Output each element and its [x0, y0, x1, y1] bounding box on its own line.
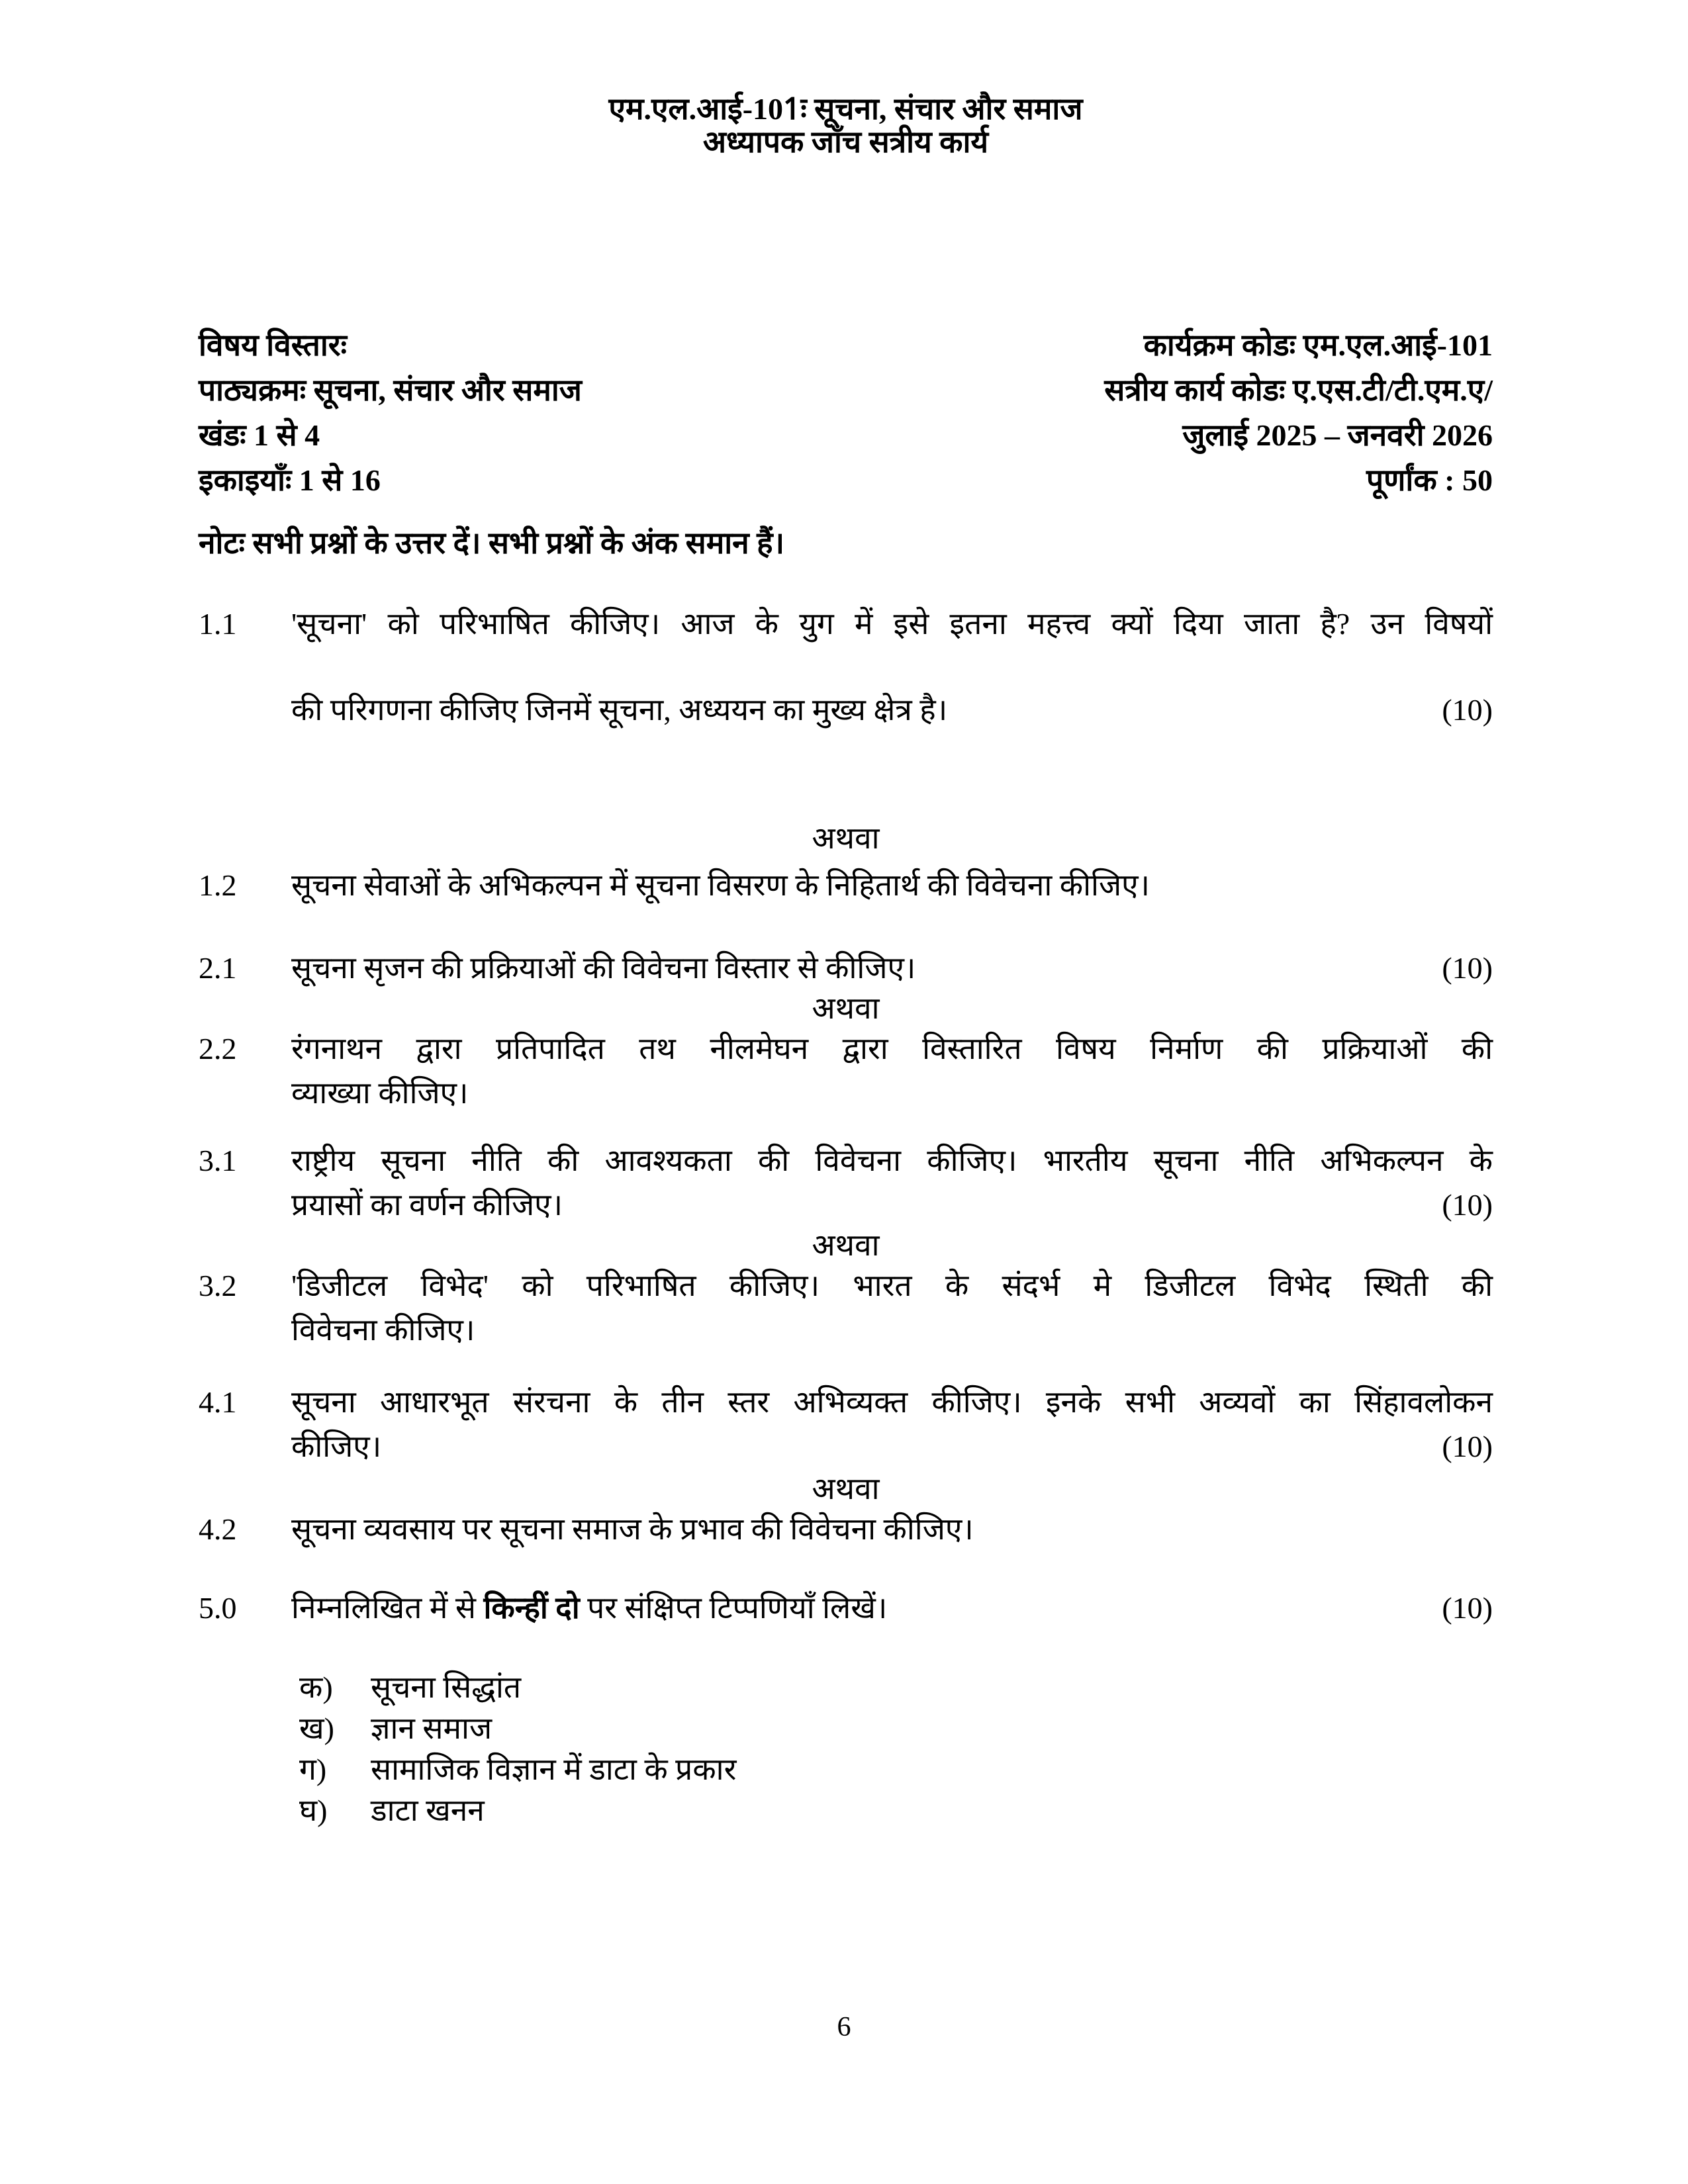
- short-notes-list: [199, 1667, 1493, 1831]
- question-text: विवेचना कीजिए।: [291, 1313, 475, 1347]
- question-text: व्याख्या कीजिए।: [291, 1076, 469, 1110]
- short-note-item: [299, 1708, 1493, 1749]
- item-label: क): [299, 1670, 333, 1704]
- question-number: 3.1: [199, 1144, 237, 1177]
- question-text: प्रयासों का वर्णन कीजिए।: [291, 1188, 563, 1222]
- marks: (10): [1442, 693, 1493, 727]
- question-5-0: [199, 1586, 1493, 1630]
- question-text: सूचना सेवाओं के अभिकल्पन में सूचना विसरण के निहितार्थ की विवेचना कीजिए।: [291, 868, 1150, 902]
- question-text: सूचना सृजन की प्रक्रियाओं की विवेचना विस्तार से कीजिए।: [291, 951, 916, 985]
- item-text: डाटा खनन: [371, 1794, 485, 1827]
- question-4-1: [199, 1380, 1493, 1469]
- item-label: ख): [299, 1711, 334, 1745]
- question-text: रंगनाथन द्वारा प्रतिपादित तथ नीलमेघन द्वारा विस्तारित विषय निर्माण की प्रक्रियाओं की: [291, 1032, 1493, 1066]
- or-separator: अथवा: [812, 821, 880, 855]
- emphasized-text: किन्हीं दो: [483, 1591, 580, 1625]
- question-3-2: [199, 1263, 1493, 1352]
- item-label: घ): [299, 1794, 328, 1827]
- question-number: 3.2: [199, 1269, 237, 1302]
- blocks-range: खंडः 1 से 4: [199, 418, 320, 452]
- question-text: 'सूचना' को परिभाषित कीजिए। आज के युग में इसे इतना महत्त्व क्यों दिया जाता है? उन विषयों: [291, 607, 1493, 641]
- max-marks: पूर्णांक : 50: [1366, 463, 1493, 497]
- question-text: राष्ट्रीय सूचना नीति की आवश्यकता की विवेचना कीजिए। भारतीय सूचना नीति अभिकल्पन के: [291, 1144, 1493, 1177]
- question-text: कीजिए।: [291, 1430, 382, 1463]
- page-title: [199, 93, 1493, 159]
- question-number: 2.1: [199, 951, 237, 985]
- marks: (10): [1442, 1430, 1493, 1463]
- marks: (10): [1442, 1188, 1493, 1222]
- question-1-1: [199, 602, 1493, 732]
- question-number: 4.1: [199, 1385, 237, 1419]
- item-label: ग): [299, 1752, 327, 1786]
- question-number: 2.2: [199, 1032, 237, 1066]
- session-dates: जुलाई 2025 – जनवरी 2026: [1182, 418, 1493, 452]
- question-number: 5.0: [199, 1591, 237, 1625]
- item-text: सूचना सिद्धांत: [371, 1670, 522, 1704]
- or-separator: अथवा: [812, 1472, 880, 1506]
- or-separator: अथवा: [812, 1228, 880, 1262]
- question-2-1: [199, 946, 1493, 990]
- header-row-3: [199, 413, 1493, 458]
- header-row-4: [199, 458, 1493, 503]
- question-text: सूचना व्यवसाय पर सूचना समाज के प्रभाव की विवेचना कीजिए।: [291, 1512, 974, 1546]
- instructions-note: नोटः सभी प्रश्नों के उत्तर दें। सभी प्रश्नों के अंक समान हैं।: [199, 526, 785, 560]
- short-note-item: [299, 1749, 1493, 1790]
- or-separator: अथवा: [812, 991, 880, 1025]
- question-2-2: [199, 1026, 1493, 1115]
- question-4-2: [199, 1507, 1493, 1551]
- question-3-1: [199, 1138, 1493, 1227]
- question-number: 4.2: [199, 1512, 237, 1546]
- question-text: की परिगणना कीजिए जिनमें सूचना, अध्ययन का मुख्य क्षेत्र है।: [291, 693, 948, 727]
- header-row-2: [199, 368, 1493, 413]
- marks: (10): [1442, 1591, 1493, 1625]
- question-number: 1.1: [199, 607, 237, 641]
- item-text: सामाजिक विज्ञान में डाटा के प्रकार: [371, 1752, 737, 1786]
- header-row-1: [199, 323, 1493, 368]
- assignment-code: सत्रीय कार्य कोडः ए.एस.टी/टी.एम.ए/: [1104, 373, 1493, 407]
- title-line-1: एम.एल.आई-101ः सूचना, संचार और समाज: [608, 92, 1083, 126]
- question-text: सूचना आधारभूत संरचना के तीन स्तर अभिव्यक्त कीजिए। इनके सभी अव्यवों का सिंहावलोकन: [291, 1385, 1493, 1419]
- item-text: ज्ञान समाज: [371, 1711, 492, 1745]
- units-range: इकाइयाँः 1 से 16: [199, 463, 381, 497]
- question-number: 1.2: [199, 868, 237, 902]
- question-text: 'डिजीटल विभेद' को परिभाषित कीजिए। भारत के संदर्भ मे डिजीटल विभेद स्थिती की: [291, 1269, 1493, 1302]
- marks: (10): [1442, 951, 1493, 985]
- page-number: 6: [837, 2012, 851, 2042]
- title-line-2: अध्यापक जाँच सत्रीय कार्य: [702, 125, 989, 159]
- question-text: निम्नलिखित में से किन्हीं दो पर संक्षिप्त टिप्पणियाँ लिखें।: [291, 1591, 888, 1625]
- course-name: पाठ्यक्रमः सूचना, संचार और समाज: [199, 373, 582, 407]
- question-1-2: [199, 863, 1493, 907]
- short-note-item: [299, 1790, 1493, 1831]
- program-code: कार्यक्रम कोडः एम.एल.आई-101: [1143, 328, 1493, 362]
- subject-label: विषय विस्तारः: [199, 328, 347, 362]
- short-note-item: [299, 1667, 1493, 1708]
- course-header: [199, 323, 1493, 503]
